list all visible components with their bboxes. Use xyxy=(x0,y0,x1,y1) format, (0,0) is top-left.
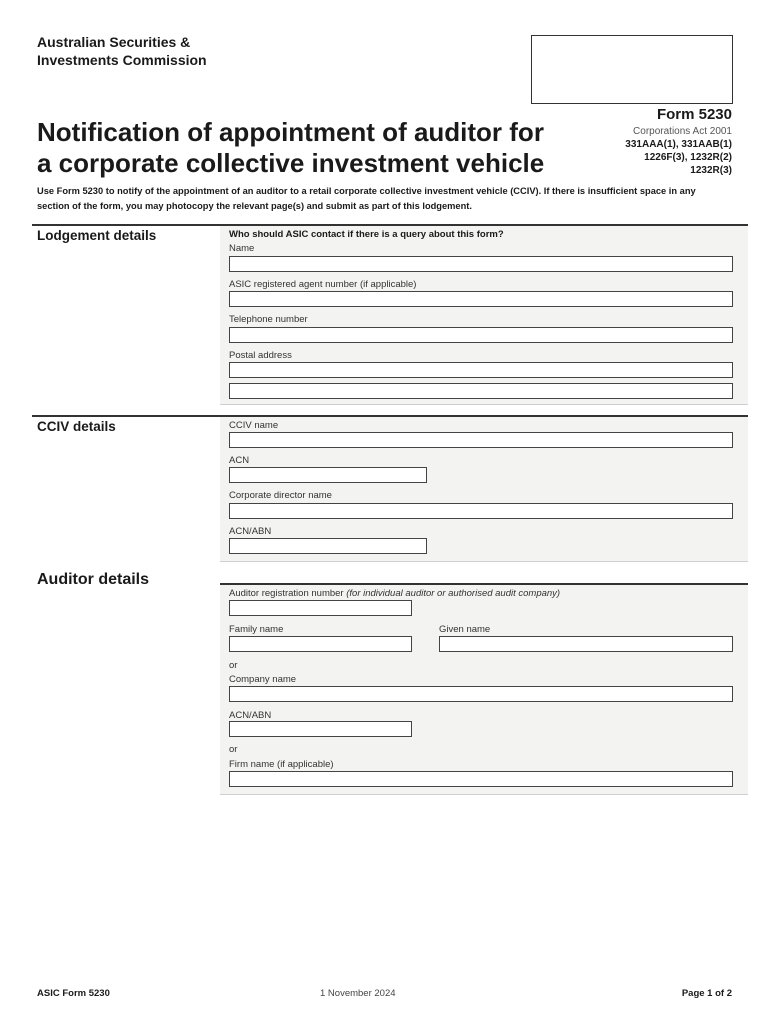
given-name-field[interactable] xyxy=(439,636,733,652)
sections-line-3: 1232R(3) xyxy=(690,165,732,176)
intro-text xyxy=(37,184,737,214)
cciv-name-field[interactable] xyxy=(229,432,733,448)
director-acn-abn-label: ACN/ABN xyxy=(229,526,272,537)
telephone-label: Telephone number xyxy=(229,314,308,325)
act-name: Corporations Act 2001 xyxy=(633,126,732,137)
organisation-name xyxy=(37,33,207,69)
acn-label: ACN xyxy=(229,455,250,466)
company-name-label: Company name xyxy=(229,674,297,685)
contact-prompt: Who should ASIC contact if there is a query about this form? xyxy=(229,229,504,240)
title-line-2: a corporate collective investment vehicle xyxy=(37,148,545,178)
family-name-label: Family name xyxy=(229,624,284,635)
auditor-acn-abn-label: ACN/ABN xyxy=(229,710,272,721)
lodgement-section-title: Lodgement details xyxy=(37,228,157,243)
form-legislation xyxy=(625,125,732,177)
postal-address-field-1[interactable] xyxy=(229,362,733,378)
corporate-director-field[interactable] xyxy=(229,503,733,519)
agent-number-label: ASIC registered agent number (if applicable) xyxy=(229,279,417,290)
contact-name-field[interactable] xyxy=(229,256,733,272)
postal-address-field-2[interactable] xyxy=(229,383,733,399)
auditor-registration-hint: (for individual auditor or authorised audit company) xyxy=(346,588,561,599)
org-line-2: Investments Commission xyxy=(37,52,207,68)
or-separator-1: or xyxy=(229,660,238,671)
family-name-field[interactable] xyxy=(229,636,412,652)
auditor-registration-label xyxy=(229,588,560,599)
postal-address-label: Postal address xyxy=(229,350,292,361)
sections-line-2: 1226F(3), 1232R(2) xyxy=(644,152,732,163)
given-name-label: Given name xyxy=(439,624,491,635)
company-name-field[interactable] xyxy=(229,686,733,702)
org-line-1: Australian Securities & xyxy=(37,34,191,50)
intro-line-2: section of the form, you may photocopy the relevant page(s) and submit as part of this lodgement. xyxy=(37,201,472,211)
footer-form-ref: ASIC Form 5230 xyxy=(37,988,110,999)
telephone-field[interactable] xyxy=(229,327,733,343)
form-number: Form 5230 xyxy=(656,106,732,123)
agent-number-field[interactable] xyxy=(229,291,733,307)
footer-date: 1 November 2024 xyxy=(320,988,396,999)
auditor-acn-abn-field[interactable] xyxy=(229,721,412,737)
acn-field[interactable] xyxy=(229,467,427,483)
auditor-section-title: Auditor details xyxy=(37,571,150,588)
firm-name-field[interactable] xyxy=(229,771,733,787)
auditor-registration-text: Auditor registration number xyxy=(229,588,344,599)
intro-line-1: Use Form 5230 to notify of the appointment of an auditor to a retail corporate collective investment vehicle (CCIV). If there is insufficient space in any xyxy=(37,186,696,196)
cciv-name-label: CCIV name xyxy=(229,420,279,431)
cciv-section-title: CCIV details xyxy=(37,419,116,434)
or-separator-2: or xyxy=(229,744,238,755)
footer-page-number: Page 1 of 2 xyxy=(681,988,732,999)
director-acn-abn-field[interactable] xyxy=(229,538,427,554)
corporate-director-label: Corporate director name xyxy=(229,490,332,501)
page-title xyxy=(37,117,617,179)
auditor-registration-field[interactable] xyxy=(229,600,412,616)
office-use-box xyxy=(531,35,733,104)
firm-name-label: Firm name (if applicable) xyxy=(229,759,334,770)
title-line-1: Notification of appointment of auditor for xyxy=(37,117,544,147)
name-label: Name xyxy=(229,243,255,254)
sections-line-1: 331AAA(1), 331AAB(1) xyxy=(625,139,732,150)
